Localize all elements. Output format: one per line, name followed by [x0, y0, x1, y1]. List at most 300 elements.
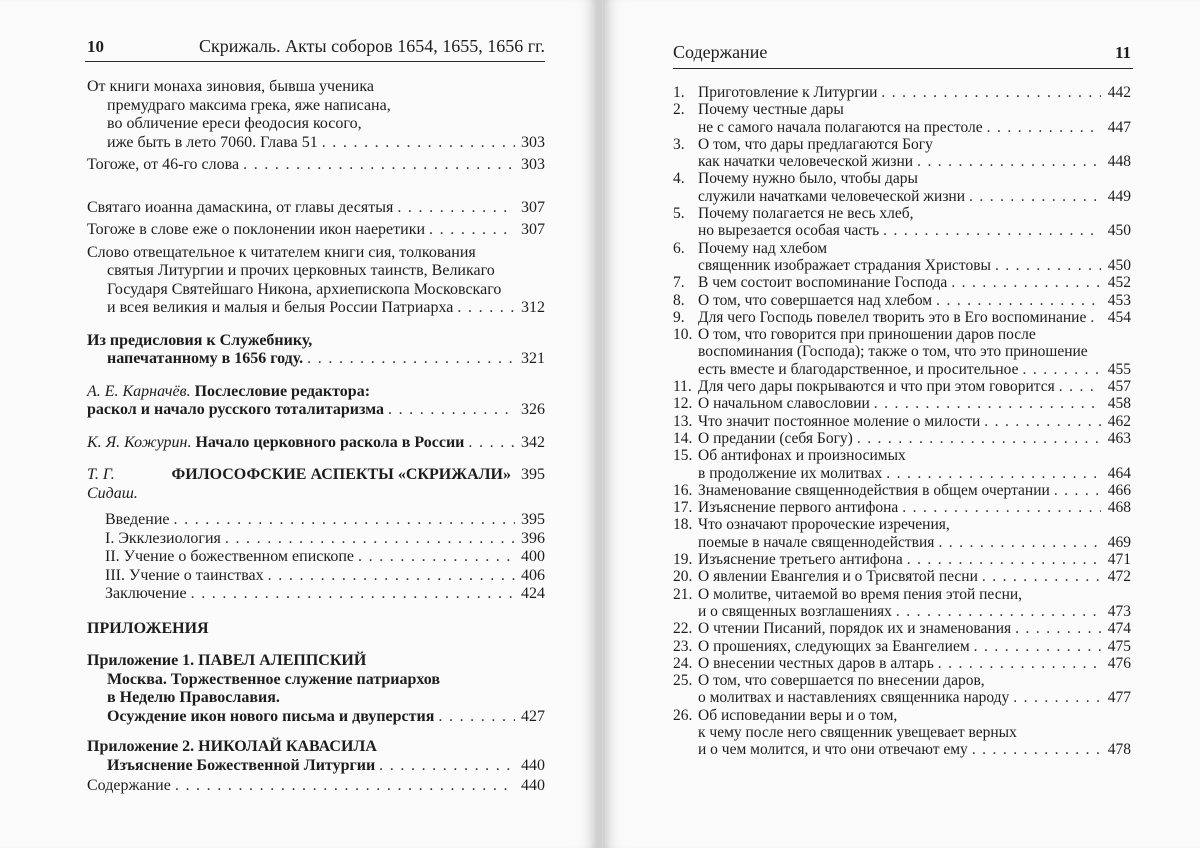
toc-entry-title: и о чем молится, и что они отвечают ему: [698, 741, 968, 759]
toc-last-line: [698, 257, 1131, 274]
toc-line: От книги монаха зиновия, бывша ученика: [87, 78, 374, 95]
toc-numbered-entry: [673, 430, 1131, 447]
toc-page-number: 395: [521, 511, 545, 528]
toc-page-number: 473: [1107, 602, 1131, 620]
leader-dots: [379, 757, 515, 776]
leader-dots: [907, 551, 1101, 568]
leader-dots: [995, 257, 1101, 274]
toc-entry-title: Святаго иоанна дамаскина, от главы десятыя: [87, 198, 394, 216]
entry-number: 17.: [673, 499, 693, 517]
toc-numbered-entry: [673, 101, 1131, 136]
toc-last-line: [698, 153, 1131, 170]
leader-dots: [936, 292, 1101, 309]
toc-last-line: [105, 585, 545, 604]
entry-body: [698, 395, 1131, 412]
entry-number: 25.: [673, 672, 693, 690]
toc-page-number: 466: [1107, 481, 1131, 499]
leader-dots: [938, 655, 1101, 672]
toc-line: О том, что дары предлагаются Богу: [698, 135, 933, 153]
left-running-title: Скрижаль. Акты соборов 1654, 1655, 1656 гг.: [198, 36, 545, 56]
toc-last-line: [87, 221, 545, 240]
entry-body: [698, 274, 1131, 291]
toc-numbered-entry: [673, 672, 1131, 707]
entry-number: 8.: [673, 291, 685, 309]
toc-entry: [87, 567, 545, 586]
entry-body: [698, 586, 1131, 621]
right-toc: [673, 84, 1131, 759]
toc-entry-title: Содержание: [87, 777, 171, 794]
toc-author: А. Е. Карначёв.: [87, 382, 191, 400]
appendix-name: ПАВЕЛ АЛЕППСКИЙ: [198, 652, 367, 669]
appendix-entry: [87, 738, 545, 775]
toc-page-number: 447: [1107, 118, 1131, 136]
toc-entry: [87, 777, 545, 796]
appendix-label: Приложение 1.: [87, 652, 195, 669]
toc-page-number: 453: [1107, 291, 1131, 309]
toc-page-number: 468: [1107, 499, 1131, 517]
leader-dots: [388, 401, 515, 420]
toc-last-line: [105, 548, 545, 567]
toc-entry-title: и о священных возглашениях: [698, 602, 892, 620]
toc-page-number: 312: [521, 299, 545, 316]
toc-entry-title: Изъяснение первого антифона: [698, 499, 899, 517]
toc-last-line: [698, 689, 1131, 706]
toc-line: Почему полагается не весь хлеб,: [698, 205, 914, 223]
toc-last-line: [698, 534, 1131, 551]
toc-entry: [87, 548, 545, 567]
entry-number: 21.: [673, 585, 693, 603]
toc-entry-title: священник изображает страдания Христовы: [698, 256, 991, 274]
entry-body: [698, 482, 1131, 499]
toc-last-line: [698, 620, 1131, 637]
toc-page-number: 464: [1107, 464, 1131, 482]
toc-entry-title: поемые в начале священнодействия: [698, 533, 935, 551]
toc-numbered-entry: [673, 378, 1131, 395]
toc-entry-title: Введение: [105, 511, 170, 528]
toc-entry-title: не с самого начала полагаются на престоле: [698, 118, 983, 136]
toc-line: Почему над хлебом: [698, 239, 828, 257]
toc-last-line: [698, 551, 1131, 568]
toc-page-number: 477: [1107, 689, 1131, 707]
toc-page-number: 457: [1107, 378, 1131, 396]
toc-entry: [87, 466, 545, 503]
toc-line: Слово отвещательное к читателем книги сия, толкования: [87, 243, 476, 261]
toc-entry: [87, 511, 545, 530]
entry-number: 4.: [673, 170, 685, 188]
toc-last-line: [87, 156, 545, 175]
entry-number: 10.: [673, 326, 693, 344]
entry-body: [698, 516, 1131, 551]
entry-body: [698, 638, 1131, 655]
entry-number: 23.: [673, 637, 693, 655]
toc-last-line: [105, 511, 545, 530]
toc-numbered-entry: [673, 136, 1131, 171]
right-running-title: Содержание: [673, 42, 768, 62]
toc-line: Что означают пророческие изречения,: [698, 516, 950, 534]
entry-number: 5.: [673, 205, 685, 223]
toc-last-line: [698, 465, 1131, 482]
toc-page-number: 307: [521, 198, 545, 216]
toc-page-number: 449: [1107, 187, 1131, 205]
right-page: [602, 0, 1200, 848]
toc-last-line: [698, 430, 1131, 447]
toc-entry: [87, 156, 545, 175]
toc-entry: [87, 199, 545, 218]
leader-dots: [429, 221, 515, 240]
toc-entry-title: как начатки человеческой жизни: [698, 153, 914, 171]
toc-last-line: [698, 84, 1131, 101]
leader-dots: [896, 603, 1101, 620]
entry-body: [698, 551, 1131, 568]
toc-entry-title: III. Учение о таинствах: [105, 566, 264, 584]
toc-entry-title: В чем состоит воспоминание Господа: [698, 274, 948, 292]
toc-line: Москва. Торжественное служение патриархов: [107, 670, 441, 688]
entry-body: [698, 707, 1131, 759]
toc-numbered-entry: [673, 568, 1131, 585]
toc-numbered-entry: [673, 205, 1131, 240]
toc-page-number: 396: [521, 529, 545, 547]
leader-dots: [1054, 482, 1101, 499]
entry-number: 16.: [673, 481, 693, 499]
toc-page-number: 476: [1107, 654, 1131, 672]
toc-page-number: 427: [521, 707, 545, 725]
entry-body: [698, 672, 1131, 707]
leader-dots: [1015, 620, 1101, 637]
toc-last-line: [698, 188, 1131, 205]
leader-dots: [974, 638, 1101, 655]
entry-number: 24.: [673, 654, 693, 672]
toc-entry-title: и всея великия и малыя и белыя России Патриарха: [107, 299, 454, 316]
toc-page-number: 462: [1107, 412, 1131, 430]
toc-numbered-entry: [673, 586, 1131, 621]
toc-numbered-entry: [673, 413, 1131, 430]
entry-body: [698, 447, 1131, 482]
toc-entry-title: ФИЛОСОФСКИЕ АСПЕКТЫ «СКРИЖАЛИ»: [171, 466, 511, 483]
toc-entry-title: служили начатками человеческой жизни: [698, 187, 966, 205]
entry-body: [698, 378, 1131, 395]
entry-number: 20.: [673, 568, 693, 586]
toc-line: Об исповедании веры и о том,: [698, 706, 898, 724]
entry-number: 3.: [673, 135, 685, 153]
toc-last-line: [87, 199, 545, 218]
toc-line: во обличение ереси феодосия косого,: [107, 115, 362, 132]
toc-line: Почему честные дары: [698, 101, 844, 119]
right-page-number: 11: [1114, 43, 1131, 62]
leader-dots: [902, 499, 1101, 516]
toc-line: воспоминания (Господа); также о том, что это приношение: [698, 343, 1088, 361]
toc-page-number: 452: [1107, 274, 1131, 292]
entry-body: [698, 101, 1131, 136]
leader-dots: [969, 188, 1101, 205]
toc-line: Государя Святейшаго Никона, архиепископа Московскаго: [107, 280, 502, 298]
toc-last-line: [698, 395, 1131, 412]
toc-entry-title: О прошениях, следующих за Евангелием: [698, 637, 970, 655]
leader-dots: [951, 274, 1101, 291]
toc-last-line: [87, 434, 545, 453]
toc-entry-title: О том, что совершается над хлебом: [698, 291, 933, 309]
toc-last-line: [698, 638, 1131, 655]
toc-entry-title: Что значит постоянное моление о милости: [698, 412, 981, 430]
toc-entry-title: Заключение: [105, 585, 187, 602]
leader-dots: [175, 777, 515, 796]
toc-page-number: 440: [521, 756, 545, 774]
toc-last-line: [698, 741, 1131, 758]
leader-dots: [191, 585, 515, 604]
toc-entry-title: Начало церковного раскола в России: [195, 433, 465, 451]
toc-last-line: [698, 655, 1131, 672]
toc-numbered-entry: [673, 620, 1131, 637]
toc-numbered-entry: [673, 482, 1131, 499]
toc-page-number: 472: [1107, 568, 1131, 586]
toc-entry-title: II. Учение о божественном епископе: [105, 548, 354, 565]
entry-body: [698, 568, 1131, 585]
toc-numbered-entry: [673, 499, 1131, 516]
entry-body: [698, 84, 1131, 101]
toc-line: О том, что говорится при приношении даров после: [698, 326, 1036, 344]
toc-entry-title: есть вместе и благодарственное, и просительное: [698, 360, 1019, 378]
entry-body: [698, 499, 1131, 516]
toc-line: Из предисловия к Служебнику,: [87, 331, 313, 349]
leader-dots: [1090, 309, 1101, 326]
leader-dots: [874, 395, 1101, 412]
header-rule: [673, 68, 1133, 69]
toc-last-line: [105, 530, 545, 549]
toc-page-number: 440: [521, 777, 545, 794]
toc-last-line: [698, 222, 1131, 239]
toc-entry: [87, 585, 545, 604]
leader-dots: [438, 708, 515, 727]
appendix-entry: [87, 652, 545, 726]
toc-page-number: 326: [521, 401, 545, 418]
toc-last-line: [87, 708, 545, 727]
entry-body: [698, 430, 1131, 447]
toc-numbered-entry: [673, 447, 1131, 482]
leader-dots: [881, 84, 1101, 101]
appendix-label: Приложение 2.: [87, 738, 195, 755]
entry-number: 13.: [673, 412, 693, 430]
leader-dots: [883, 222, 1101, 239]
toc-page-number: 450: [1107, 222, 1131, 240]
entry-body: [698, 309, 1131, 326]
toc-page-number: 303: [521, 133, 545, 151]
leader-dots: [174, 511, 516, 530]
toc-last-line: [87, 466, 545, 503]
toc-numbered-entry: [673, 551, 1131, 568]
leader-dots: [322, 134, 515, 153]
toc-page-number: 455: [1107, 360, 1131, 378]
toc-numbered-entry: [673, 638, 1131, 655]
toc-entry-title: раскол и начало русского тоталитаризма: [87, 401, 384, 418]
toc-page-number: 454: [1107, 308, 1131, 326]
entry-body: [698, 655, 1131, 672]
entry-body: [698, 326, 1131, 378]
entry-number: 1.: [673, 84, 685, 101]
leader-dots: [225, 530, 515, 549]
entry-number: 11.: [673, 378, 692, 396]
toc-page-number: 406: [521, 566, 545, 584]
entry-number: 19.: [673, 551, 693, 569]
toc-line: [87, 383, 545, 402]
toc-entry: [87, 221, 545, 240]
left-toc: [87, 78, 545, 796]
entry-body: [698, 240, 1131, 275]
toc-last-line: [698, 499, 1131, 516]
toc-line: О том, что совершается по внесении даров,: [698, 672, 985, 690]
left-page-number: 10: [87, 37, 104, 56]
entry-body: [698, 170, 1131, 205]
toc-last-line: [87, 134, 545, 153]
toc-page-number: 400: [521, 548, 545, 565]
toc-last-line: [87, 401, 545, 420]
toc-last-line: [87, 299, 545, 318]
appendix-name: НИКОЛАЙ КАВАСИЛА: [198, 738, 377, 755]
leader-dots: [397, 199, 515, 218]
entry-number: 2.: [673, 101, 685, 119]
toc-page-number: 424: [521, 585, 545, 602]
toc-numbered-entry: [673, 655, 1131, 672]
entry-number: 15.: [673, 447, 693, 465]
toc-entry-title: О внесении честных даров в алтарь: [698, 654, 934, 672]
entry-number: 18.: [673, 516, 693, 534]
toc-entry-title: о молитвах и наставлениях священника народу: [698, 689, 1010, 707]
toc-entry-title: Тогоже в слове еже о поклонении икон наеретики: [87, 221, 426, 238]
toc-entry: [87, 244, 545, 318]
toc-page-number: 303: [521, 156, 545, 173]
toc-line: премудраго максима грека, яже написана,: [107, 96, 391, 114]
toc-page-number: 342: [521, 433, 545, 451]
entry-number: 26.: [673, 706, 693, 724]
toc-numbered-entry: [673, 395, 1131, 412]
leader-dots: [468, 434, 515, 453]
entry-body: [698, 205, 1131, 240]
leader-dots: [358, 548, 515, 567]
header-rule: [85, 61, 545, 62]
toc-entry-title: в продолжение их молитвах: [698, 464, 883, 482]
toc-last-line: [698, 413, 1131, 430]
toc-entry: [87, 434, 545, 453]
toc-entry: [87, 78, 545, 152]
toc-page-number: 475: [1107, 637, 1131, 655]
entry-number: 22.: [673, 620, 693, 638]
toc-line: к чему после него священник увещевает верных: [698, 723, 1017, 741]
toc-page-number: 307: [521, 221, 545, 238]
toc-page-number: 442: [1107, 84, 1131, 101]
toc-entry-title: напечатанному в 1656 году.: [107, 350, 304, 367]
toc-entry: [87, 383, 545, 420]
toc-last-line: [698, 119, 1131, 136]
toc-entry-title: Для чего дары покрываются и что при этом говорится: [698, 378, 1055, 396]
toc-line: Почему нужно было, чтобы дары: [698, 170, 918, 188]
toc-line: Об антифонах и произносимых: [698, 447, 906, 465]
toc-page-number: 448: [1107, 153, 1131, 171]
toc-entry-title: О явлении Евангелия и о Трисвятой песни: [698, 568, 978, 586]
leader-dots: [886, 465, 1101, 482]
toc-last-line: [698, 603, 1131, 620]
appendix-heading: ПРИЛОЖЕНИЯ: [87, 619, 209, 637]
leader-dots: [1013, 689, 1101, 706]
leader-dots: [1023, 361, 1102, 378]
entry-number: 6.: [673, 239, 685, 257]
leader-dots: [917, 153, 1101, 170]
entry-body: [698, 136, 1131, 171]
entry-body: [698, 620, 1131, 637]
toc-numbered-entry: [673, 326, 1131, 378]
leader-dots: [987, 119, 1101, 136]
toc-page-number: 463: [1107, 429, 1131, 447]
leader-dots: [938, 534, 1101, 551]
toc-line: О молитве, читаемой во время пения этой песни,: [698, 585, 1023, 603]
toc-page-number: 471: [1107, 551, 1131, 569]
appendix-title-line: [87, 652, 545, 671]
entry-number: 12.: [673, 395, 693, 413]
entry-body: [698, 292, 1131, 309]
toc-last-line: [87, 777, 545, 796]
toc-entry-title: Тогоже, от 46-го слова: [87, 156, 240, 173]
appendix-title-line: [87, 738, 545, 757]
toc-line-text: Послесловие редактора:: [194, 382, 371, 400]
toc-entry-title: Для чего Господь повелел творить это в Его воспоминание: [698, 308, 1087, 326]
toc-entry-title: О начальном славословии: [698, 395, 870, 413]
toc-entry-title: О предании (себя Богу): [698, 429, 853, 447]
toc-numbered-entry: [673, 309, 1131, 326]
toc-last-line: [105, 567, 545, 586]
toc-numbered-entry: [673, 240, 1131, 275]
toc-line: святыя Литургии и прочих церковных таинств, Великаго: [107, 262, 495, 279]
toc-last-line: [698, 309, 1131, 326]
leader-dots: [857, 430, 1101, 447]
entry-body: [698, 413, 1131, 430]
toc-page-number: 469: [1107, 533, 1131, 551]
leader-dots: [243, 156, 515, 175]
toc-last-line: [87, 350, 545, 369]
toc-numbered-entry: [673, 707, 1131, 759]
toc-page-number: 395: [521, 466, 545, 483]
toc-page-number: 450: [1107, 256, 1131, 274]
toc-last-line: [698, 378, 1131, 395]
toc-entry: [87, 332, 545, 369]
toc-numbered-entry: [673, 274, 1131, 291]
leader-dots: [982, 568, 1101, 585]
leader-dots: [1059, 378, 1101, 395]
entry-number: 7.: [673, 274, 685, 292]
entry-number: 9.: [673, 308, 685, 326]
leader-dots: [972, 741, 1101, 758]
toc-entry-title: Знаменование священнодействия в общем очертании: [698, 481, 1050, 499]
left-page: [0, 0, 598, 848]
toc-numbered-entry: [673, 84, 1131, 101]
toc-numbered-entry: [673, 516, 1131, 551]
toc-entry-title: Осуждение икон нового письма и двуперстия: [107, 707, 435, 725]
toc-page-number: 321: [521, 350, 545, 367]
toc-entry-title: но вырезается особая часть: [698, 222, 880, 240]
toc-author: Т. Г. Сидаш.: [87, 466, 138, 502]
toc-entry-title: I. Экклезиология: [105, 529, 221, 547]
toc-page-number: 458: [1107, 395, 1131, 413]
toc-page-number: 478: [1107, 741, 1131, 759]
toc-numbered-entry: [673, 170, 1131, 205]
toc-last-line: [698, 482, 1131, 499]
leader-dots: [457, 299, 515, 318]
toc-author: К. Я. Кожурин.: [87, 433, 192, 451]
toc-entry: [87, 530, 545, 549]
toc-entry-title: Изъяснение третьего антифона: [698, 551, 903, 569]
toc-last-line: [698, 274, 1131, 291]
entry-number: 14.: [673, 429, 693, 447]
toc-page-number: 474: [1107, 620, 1131, 638]
leader-dots: [984, 413, 1101, 430]
toc-last-line: [698, 292, 1131, 309]
toc-entry-title: Изъяснение Божественной Литургии: [107, 756, 376, 774]
